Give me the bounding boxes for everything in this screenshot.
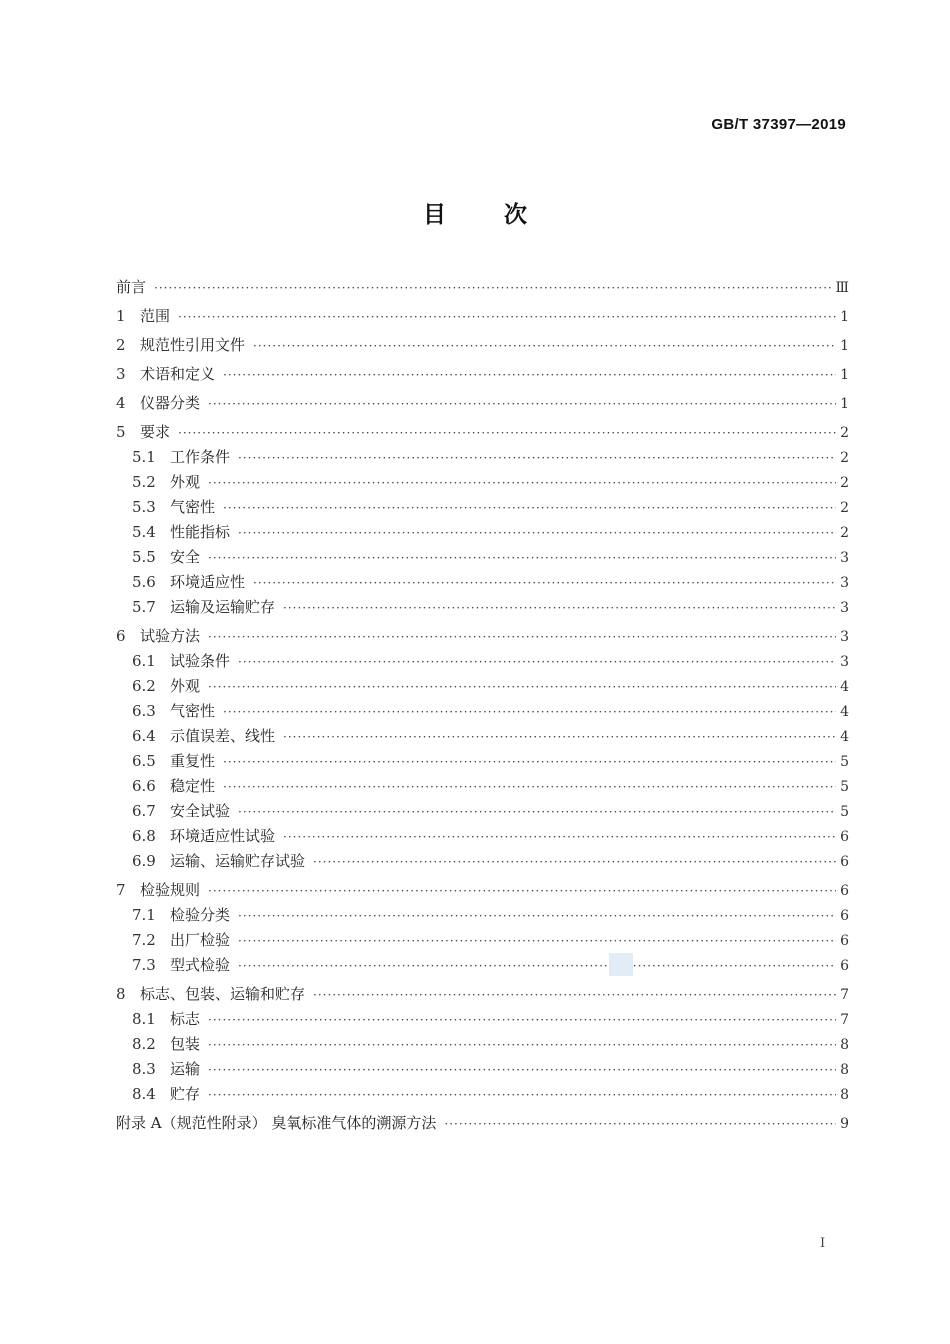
toc-entry[interactable] [132, 928, 849, 952]
toc-leader-dots [208, 1083, 836, 1107]
toc-entry-label: 贮存 [170, 1085, 201, 1103]
toc-entry[interactable] [132, 749, 849, 773]
toc-entry-label: 环境适应性试验 [170, 827, 276, 845]
toc-entry-label: 外观 [170, 677, 201, 695]
toc-entry[interactable] [116, 878, 849, 902]
toc-entry[interactable] [132, 674, 849, 698]
toc-entry-page: 6 [840, 908, 849, 924]
toc-entry-page: 7 [840, 1012, 849, 1028]
toc-entry[interactable] [132, 1032, 849, 1056]
toc-entry-label: 标志 [170, 1010, 201, 1028]
toc-entry-page: 6 [840, 829, 849, 845]
toc-entry-label: 前言 [116, 278, 147, 296]
toc-entry-label: 运输及运输贮存 [170, 598, 276, 616]
toc-entry[interactable] [132, 595, 849, 619]
toc-leader-dots [238, 650, 836, 674]
toc-leader-dots [223, 700, 836, 724]
toc-leader-dots [208, 625, 836, 649]
toc-entry-number: 4 [116, 394, 126, 412]
toc-entry-page: 4 [840, 679, 849, 695]
toc-entry-page: 8 [840, 1062, 849, 1078]
toc-entry-number: 5.7 [132, 598, 156, 616]
toc-entry-label: 安全试验 [170, 802, 231, 820]
toc-leader-dots [223, 750, 836, 774]
toc-entry-number: 7.2 [132, 931, 156, 949]
toc-leader-dots [283, 825, 836, 849]
toc-entry-label: 附录 A（规范性附录） 臭氧标准气体的溯源方法 [116, 1114, 437, 1132]
toc-entry-label: 规范性引用文件 [140, 336, 246, 354]
toc-leader-dots [444, 1112, 836, 1136]
toc-entry[interactable] [116, 391, 849, 415]
toc-leader-dots [178, 305, 836, 329]
toc-entry-label: 标志、包装、运输和贮存 [140, 985, 306, 1003]
standard-number: GB/T 37397—2019 [711, 116, 846, 133]
toc-entry-number: 5.5 [132, 548, 156, 566]
toc-entry-page: 5 [840, 754, 849, 770]
toc-entry-number: 5.4 [132, 523, 156, 541]
toc-entry-page: 3 [840, 575, 849, 591]
toc-entry-number: 5.1 [132, 448, 156, 466]
toc-entry[interactable] [132, 699, 849, 723]
toc-leader-dots [313, 850, 836, 874]
toc-entry-label: 环境适应性 [170, 573, 246, 591]
toc-entry-page: 1 [840, 396, 849, 412]
toc-entry-label: 气密性 [170, 702, 216, 720]
toc-entry[interactable] [132, 649, 849, 673]
toc-entry-number: 5.2 [132, 473, 156, 491]
toc-entry[interactable] [132, 1007, 849, 1031]
toc-leader-dots [313, 983, 836, 1007]
toc-entry-label: 仪器分类 [140, 394, 201, 412]
toc-entry[interactable] [132, 570, 849, 594]
toc-entry-number: 8.1 [132, 1010, 156, 1028]
toc-entry-number: 6.9 [132, 852, 156, 870]
toc-entry[interactable] [132, 470, 849, 494]
toc-entry-label: 重复性 [170, 752, 216, 770]
toc-entry[interactable] [116, 362, 849, 386]
toc-entry[interactable] [116, 275, 849, 299]
toc-entry-number: 7 [116, 881, 126, 899]
toc-entry[interactable] [116, 304, 849, 328]
toc-leader-dots [223, 363, 836, 387]
toc-leader-dots [238, 521, 836, 545]
toc-entry-page: 2 [840, 475, 849, 491]
toc-entry-number: 6.5 [132, 752, 156, 770]
toc-entry-number: 8.4 [132, 1085, 156, 1103]
toc-entry[interactable] [132, 495, 849, 519]
toc-leader-dots [283, 596, 836, 620]
toc-entry-label: 包装 [170, 1035, 201, 1053]
toc-entry-page: 6 [840, 958, 849, 974]
toc-entry-number: 7.3 [132, 956, 156, 974]
toc-entry-number: 6.1 [132, 652, 156, 670]
toc-entry-label: 工作条件 [170, 448, 231, 466]
toc-entry-label: 要求 [140, 423, 171, 441]
toc-entry-number: 5 [116, 423, 126, 441]
toc-entry-page: 2 [840, 525, 849, 541]
toc-entry[interactable] [132, 774, 849, 798]
selection-highlight [609, 953, 633, 976]
toc-entry-number: 1 [116, 307, 126, 325]
toc-leader-dots [283, 725, 836, 749]
toc-entry-number: 3 [116, 365, 126, 383]
toc-entry-page: 8 [840, 1037, 849, 1053]
toc-entry[interactable] [132, 545, 849, 569]
toc-entry-page: 6 [840, 854, 849, 870]
toc-leader-dots [238, 800, 836, 824]
toc-entry-label: 运输、运输贮存试验 [170, 852, 306, 870]
toc-entry-page: 9 [840, 1116, 849, 1132]
toc-entry-page: 3 [840, 600, 849, 616]
toc-entry-page: 4 [840, 729, 849, 745]
toc-leader-dots [208, 879, 836, 903]
toc-entry-number: 6.2 [132, 677, 156, 695]
toc-entry-page: 3 [840, 654, 849, 670]
toc-entry-page: 1 [840, 309, 849, 325]
toc-entry-number: 6.8 [132, 827, 156, 845]
toc-leader-dots [208, 392, 836, 416]
toc-entry-page: 5 [840, 779, 849, 795]
toc-entry-page: 2 [840, 450, 849, 466]
toc-entry-label: 试验条件 [170, 652, 231, 670]
toc-entry[interactable] [132, 1057, 849, 1081]
toc-entry[interactable] [116, 982, 849, 1006]
toc-leader-dots [253, 334, 836, 358]
toc-entry[interactable] [132, 520, 849, 544]
toc-entry[interactable] [132, 824, 849, 848]
toc-entry-label: 气密性 [170, 498, 216, 516]
page-folio: I [820, 1236, 826, 1251]
toc-entry-page: 2 [840, 500, 849, 516]
toc-entry-label: 安全 [170, 548, 201, 566]
toc-entry[interactable] [132, 849, 849, 873]
toc-entry-label: 性能指标 [170, 523, 231, 541]
toc-entry[interactable] [132, 903, 849, 927]
toc-entry-number: 2 [116, 336, 126, 354]
toc-leader-dots [208, 471, 836, 495]
toc-entry[interactable] [132, 445, 849, 469]
toc-entry-label: 型式检验 [170, 956, 231, 974]
toc-entry-number: 5.6 [132, 573, 156, 591]
toc-leader-dots [208, 675, 836, 699]
toc-entry[interactable] [116, 1111, 849, 1135]
toc-leader-dots [208, 1008, 836, 1032]
toc-entry-number: 5.3 [132, 498, 156, 516]
toc-entry-page: 7 [840, 987, 849, 1003]
toc-entry-number: 6 [116, 627, 126, 645]
toc-entry-page: 6 [840, 933, 849, 949]
toc-entry-page: Ⅲ [835, 280, 849, 296]
toc-leader-dots [208, 546, 836, 570]
toc-entry-label: 示值误差、线性 [170, 727, 276, 745]
toc-entry-page: 1 [840, 367, 849, 383]
toc-entry[interactable] [132, 953, 849, 977]
toc-entry-label: 检验分类 [170, 906, 231, 924]
toc-leader-dots [208, 1058, 836, 1082]
toc-leader-dots [238, 446, 836, 470]
toc-leader-dots [253, 571, 836, 595]
toc-entry-page: 6 [840, 883, 849, 899]
toc-entry-number: 6.3 [132, 702, 156, 720]
toc-entry-number: 8 [116, 985, 126, 1003]
toc-entry-page: 4 [840, 704, 849, 720]
toc-entry-page: 2 [840, 425, 849, 441]
toc-entry-label: 术语和定义 [140, 365, 216, 383]
toc-entry[interactable] [132, 1082, 849, 1106]
toc-entry-number: 7.1 [132, 906, 156, 924]
toc-entry-page: 3 [840, 550, 849, 566]
toc-leader-dots [154, 276, 831, 300]
toc-entry[interactable] [116, 624, 849, 648]
toc-entry-number: 6.6 [132, 777, 156, 795]
toc-entry-number: 8.2 [132, 1035, 156, 1053]
toc-entry-label: 出厂检验 [170, 931, 231, 949]
toc-entry-label: 稳定性 [170, 777, 216, 795]
toc-entry[interactable] [116, 420, 849, 444]
toc-entry-page: 8 [840, 1087, 849, 1103]
toc-leader-dots [238, 929, 836, 953]
toc-entry-number: 8.3 [132, 1060, 156, 1078]
toc-entry-number: 6.7 [132, 802, 156, 820]
toc-entry-page: 3 [840, 629, 849, 645]
toc-entry-number: 6.4 [132, 727, 156, 745]
toc-entry-label: 运输 [170, 1060, 201, 1078]
toc-leader-dots [208, 1033, 836, 1057]
toc-entry-label: 范围 [140, 307, 171, 325]
toc-leader-dots [223, 496, 836, 520]
toc-entry[interactable] [132, 799, 849, 823]
toc-entry-label: 外观 [170, 473, 201, 491]
toc-leader-dots [238, 904, 836, 928]
toc-leader-dots [178, 421, 836, 445]
toc-entry[interactable] [132, 724, 849, 748]
toc-leader-dots [238, 954, 836, 978]
page-title: 目次 [423, 202, 585, 228]
toc-entry-label: 检验规则 [140, 881, 201, 899]
toc-entry[interactable] [116, 333, 849, 357]
toc-leader-dots [223, 775, 836, 799]
toc-entry-page: 1 [840, 338, 849, 354]
toc-entry-page: 5 [840, 804, 849, 820]
toc-entry-label: 试验方法 [140, 627, 201, 645]
